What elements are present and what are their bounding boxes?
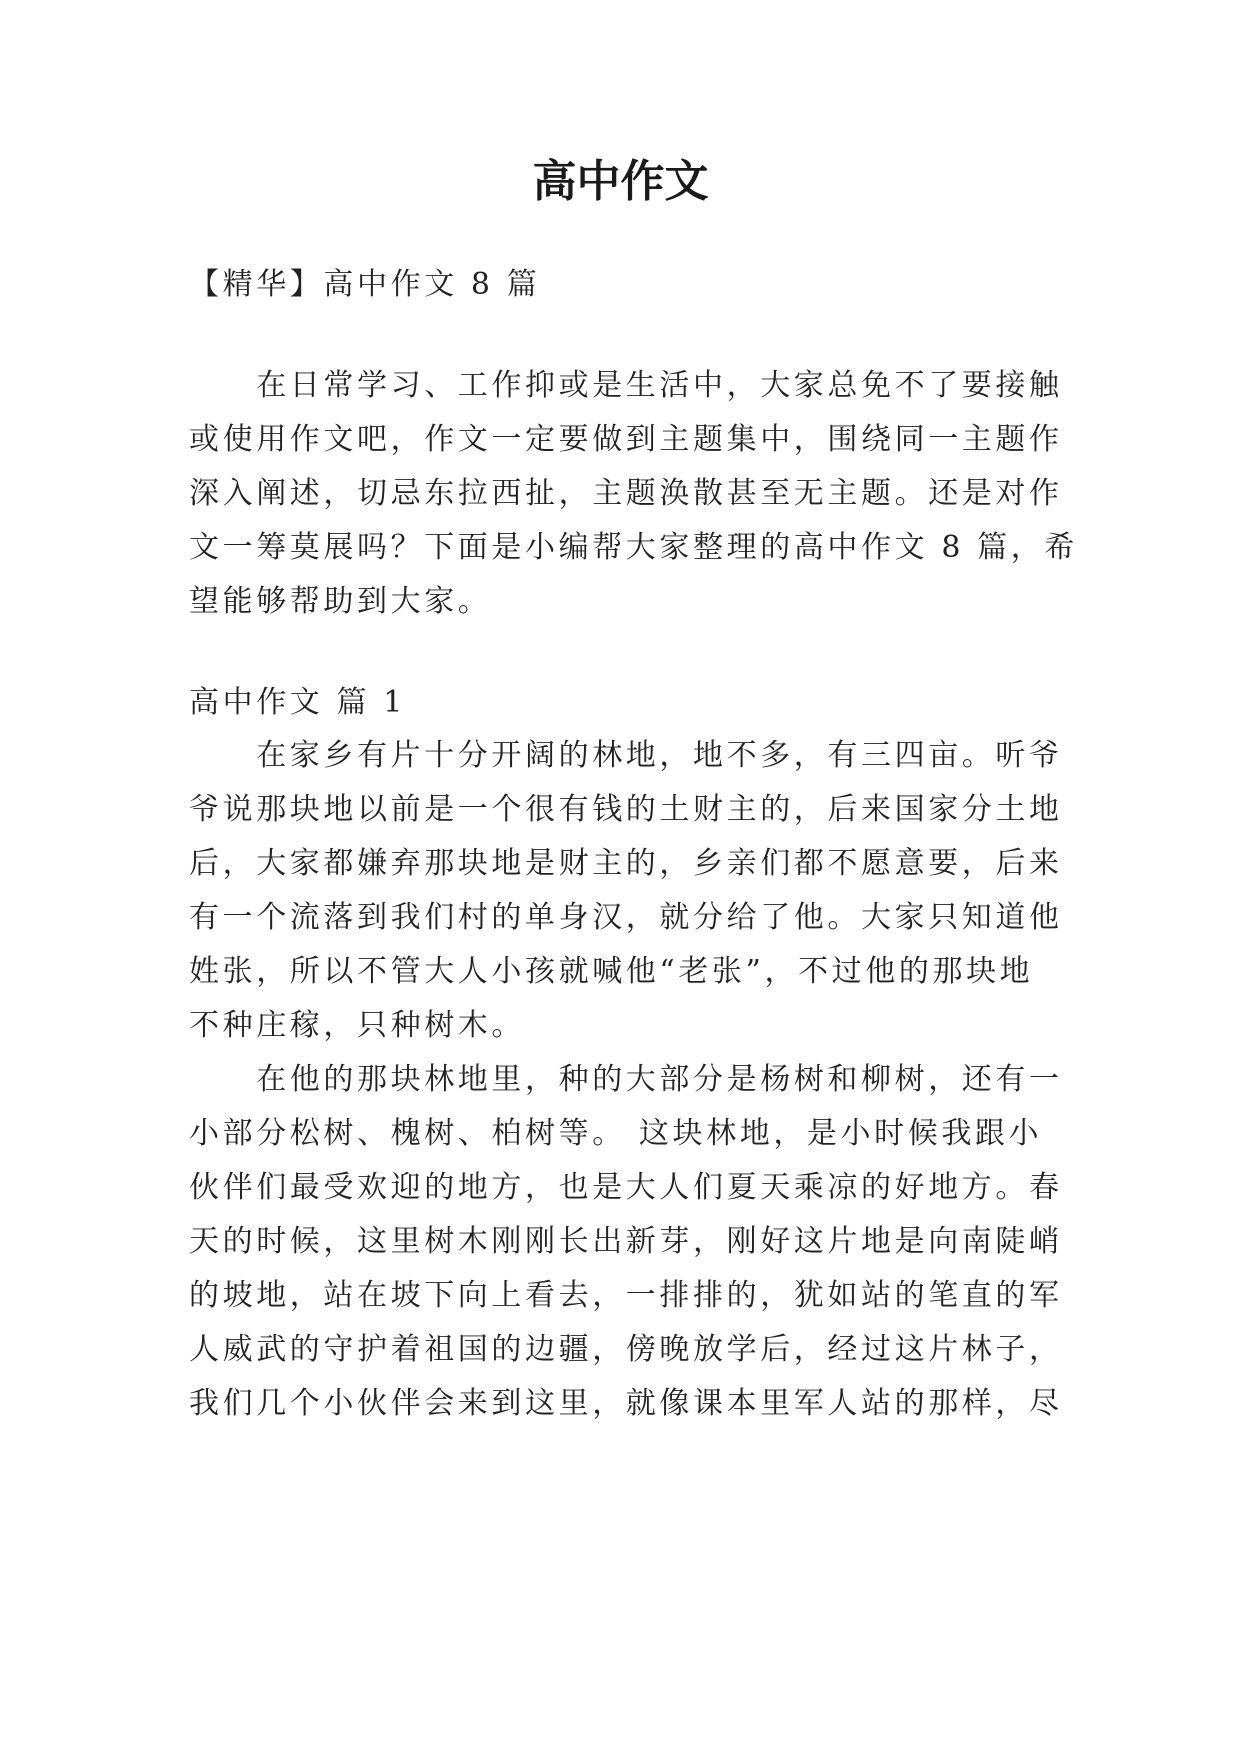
paragraph-line: 小部分松树、槐树、柏树等。 这块林地，是小时候我跟小 [189, 1116, 1043, 1151]
section-heading: 高中作文 篇 1 [189, 685, 406, 720]
paragraph-line: 在家乡有片十分开阔的林地，地不多，有三四亩。听爷 [189, 738, 1063, 773]
paragraph-line: 在他的那块林地里，种的大部分是杨树和柳树，还有一 [189, 1062, 1063, 1097]
paragraph-line: 不种庄稼，只种树木。 [189, 1008, 525, 1043]
paragraph-line: 有一个流落到我们村的单身汉，就分给了他。大家只知道他 [189, 900, 1063, 935]
paragraph-line: 爷说那块地以前是一个很有钱的土财主的，后来国家分土地 [189, 792, 1063, 827]
paragraph-line: 的坡地，站在坡下向上看去，一排排的，犹如站的笔直的军 [189, 1278, 1063, 1313]
intro-line: 文一筹莫展吗？下面是小编帮大家整理的高中作文 8 篇，希 [189, 530, 1078, 565]
intro-line: 或使用作文吧，作文一定要做到主题集中，围绕同一主题作 [189, 422, 1063, 457]
paragraph-line: 伙伴们最受欢迎的地方，也是大人们夏天乘凉的好地方。春 [189, 1170, 1063, 1205]
intro-line: 望能够帮助到大家。 [189, 584, 492, 619]
document-subtitle: 【精华】高中作文 8 篇 [189, 267, 541, 302]
intro-line: 在日常学习、工作抑或是生活中，大家总免不了要接触 [189, 368, 1063, 403]
paragraph-line: 后，大家都嫌弃那块地是财主的，乡亲们都不愿意要，后来 [189, 846, 1063, 881]
paragraph-line: 我们几个小伙伴会来到这里，就像课本里军人站的那样，尽 [189, 1386, 1063, 1421]
paragraph-line: 天的时候，这里树木刚刚长出新芽，刚好这片地是向南陡峭 [189, 1224, 1063, 1259]
paragraph-line: 姓张，所以不管大人小孩就喊他“老张”，不过他的那块地 [189, 954, 1034, 989]
intro-line: 深入阐述，切忌东拉西扯，主题涣散甚至无主题。还是对作 [189, 476, 1063, 511]
paragraph-line: 人威武的守护着祖国的边疆，傍晚放学后，经过这片林子， [189, 1332, 1063, 1367]
document-title: 高中作文 [532, 156, 709, 207]
